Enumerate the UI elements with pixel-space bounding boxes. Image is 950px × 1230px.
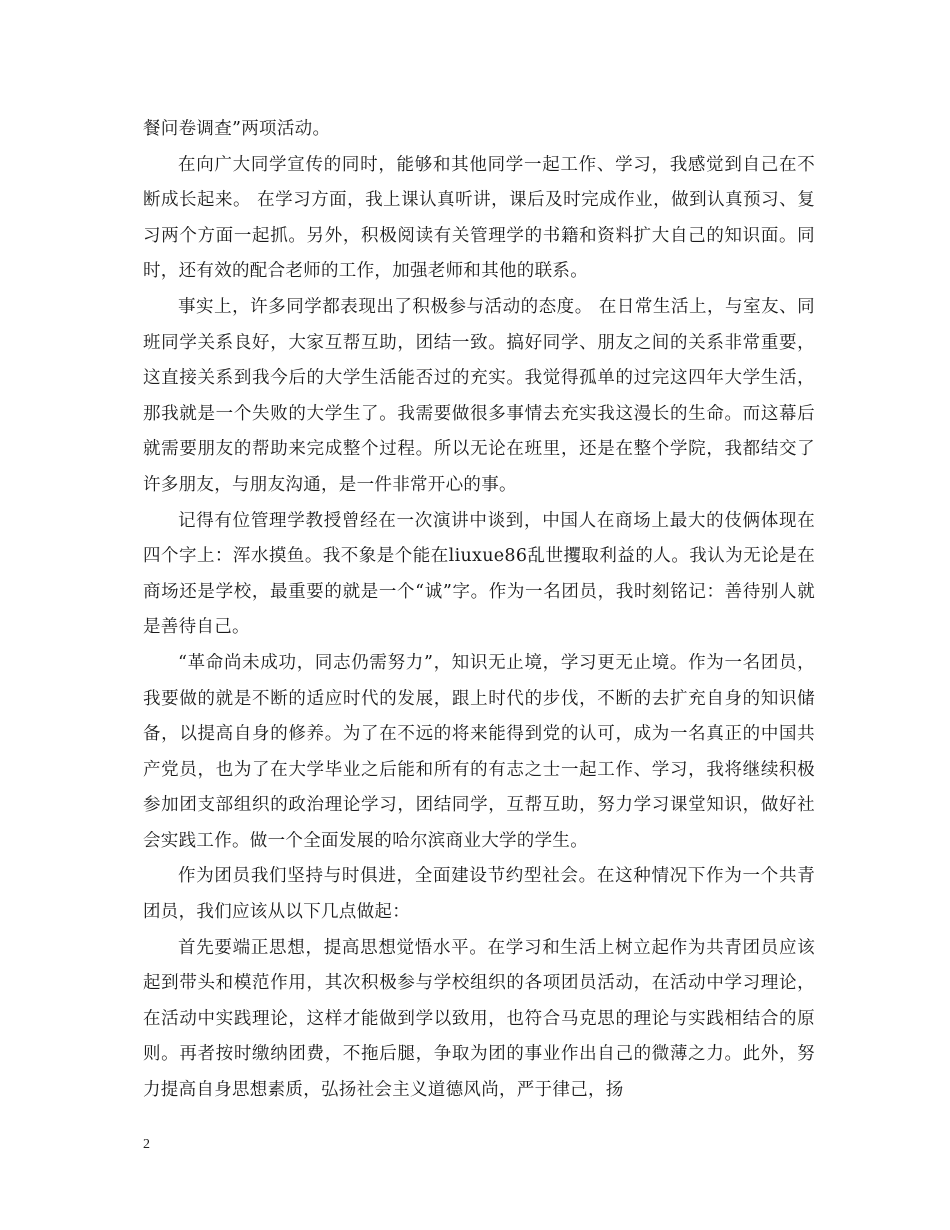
paragraph: 在向广大同学宣传的同时，能够和其他同学一起工作、学习，我感觉到自己在不断成长起来。 在学习方面，我上课认真听讲，课后及时完成作业，做到认真预习、复习两个方面一起抓。另外，积极阅读有关管理学的书籍和资料扩大自己的知识面。同时，还有效的配合老师的工作，加强老师和其他的联系。 (143, 154, 815, 282)
page-number: 2 (143, 1137, 150, 1152)
paragraph: “革命尚未成功，同志仍需努力”，知识无止境，学习更无止境。作为一名团员，我要做的就是不断的适应时代的发展，跟上时代的步伐，不断的去扩充自身的知识储备，以提高自身的修养。为了在不远的将来能得到党的认可，成为一名真正的中国共产党员，也为了在大学毕业之后能和所有的有志之士一起工作、学习，我将继续积极参加团支部组织的政治理论学习，团结同学，互帮互助，努力学习课堂知识，做好社会实践工作。做一个全面发展的哈尔滨商业大学的学生。 (143, 652, 815, 851)
paragraph: 记得有位管理学教授曾经在一次演讲中谈到，中国人在商场上最大的伎俩体现在四个字上：浑水摸鱼。我不象是个能在liuxue86乱世攫取利益的人。我认为无论是在商场还是学校，最重要的就是一个“诚”字。作为一名团员，我时刻铭记：善待别人就是善待自己。 (143, 510, 815, 638)
paragraph: 作为团员我们坚持与时俱进，全面建设节约型社会。在这种情况下作为一个共青团员，我们应该从以下几点做起： (143, 866, 815, 923)
paragraph: 首先要端正思想，提高思想觉悟水平。在学习和生活上树立起作为共青团员应该起到带头和模范作用，其次积极参与学校组织的各项团员活动，在活动中学习理论，在活动中实践理论，这样才能做到学以致用，也符合马克思的理论与实践相结合的原则。再者按时缴纳团费，不拖后腿，争取为团的事业作出自己的微薄之力。此外，努力提高自身思想素质，弘扬社会主义道德风尚，严于律己，扬 (143, 937, 815, 1101)
paragraph: 餐问卷调查”两项活动。 (143, 119, 331, 139)
paragraph: 事实上，许多同学都表现出了积极参与活动的态度。 在日常生活上，与室友、同班同学关系良好，大家互帮互助，团结一致。搞好同学、朋友之间的关系非常重要，这直接关系到我今后的大学生活能否过的充实。我觉得孤单的过完这四年大学生活，那我就是一个失败的大学生了。我需要做很多事情去充实我这漫长的生命。而这幕后就需要朋友的帮助来完成整个过程。所以无论在班里，还是在整个学院，我都结交了许多朋友，与朋友沟通，是一件非常开心的事。 (143, 296, 815, 495)
body-text (143, 112, 815, 1109)
